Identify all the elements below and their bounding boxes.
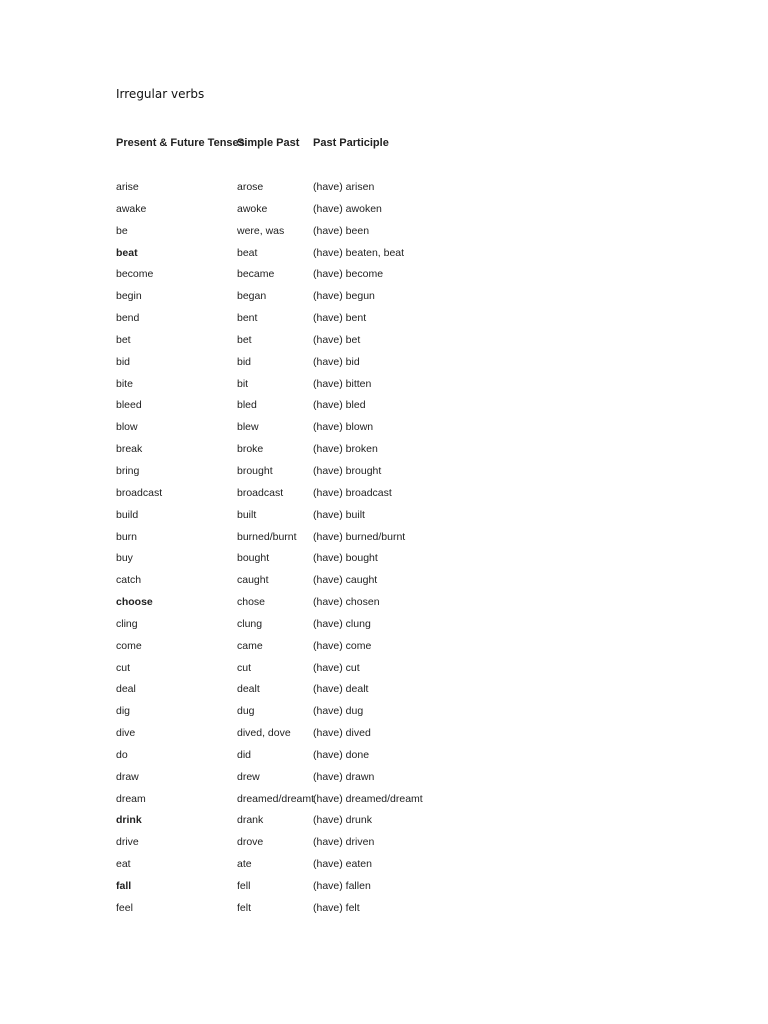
cell-present: build xyxy=(116,508,139,521)
cell-past-participle: (have) chosen xyxy=(313,596,380,609)
cell-past-participle: (have) burned/burnt xyxy=(313,530,406,543)
table-row xyxy=(116,574,536,596)
cell-simple-past: arose xyxy=(237,181,264,193)
cell-past-participle: (have) drawn xyxy=(313,770,375,783)
table-row xyxy=(116,683,536,705)
table-row xyxy=(116,290,536,312)
cell-present: bleed xyxy=(116,399,142,412)
cell-present: choose xyxy=(116,596,153,609)
cell-simple-past: beat xyxy=(237,246,258,259)
table-row xyxy=(116,312,536,334)
cell-present: catch xyxy=(116,574,142,587)
table-row xyxy=(116,356,536,378)
cell-present: draw xyxy=(116,770,139,783)
cell-present: cling xyxy=(116,617,138,630)
cell-simple-past: awoke xyxy=(237,202,268,215)
table-row xyxy=(116,552,536,574)
table-row xyxy=(116,334,536,356)
cell-simple-past: bled xyxy=(237,399,257,412)
table-row xyxy=(116,749,536,771)
cell-present: become xyxy=(116,268,154,281)
cell-simple-past: dreamed/dreamt xyxy=(237,792,315,805)
cell-simple-past: dived, dove xyxy=(237,727,291,740)
table-row xyxy=(116,880,536,902)
table-row xyxy=(116,858,536,880)
table-row xyxy=(116,421,536,443)
cell-simple-past: fell xyxy=(237,880,251,892)
cell-simple-past: bid xyxy=(237,355,252,368)
cell-present: feel xyxy=(116,901,133,914)
cell-past-participle: (have) drunk xyxy=(313,814,372,827)
cell-past-participle: (have) eaten xyxy=(313,858,372,871)
table-row xyxy=(116,836,536,858)
cell-past-participle: (have) dived xyxy=(313,727,371,740)
cell-simple-past: clung xyxy=(237,617,263,630)
cell-present: dream xyxy=(116,792,146,805)
cell-present: buy xyxy=(116,552,133,565)
cell-past-participle: (have) clung xyxy=(313,617,371,630)
cell-past-participle: (have) driven xyxy=(313,836,375,849)
cell-simple-past: did xyxy=(237,748,252,761)
cell-past-participle: (have) broadcast xyxy=(313,486,392,499)
cell-simple-past: bet xyxy=(237,333,252,346)
cell-present: drive xyxy=(116,836,139,849)
cell-present: bid xyxy=(116,355,131,368)
table-row xyxy=(116,465,536,487)
cell-simple-past: dug xyxy=(237,705,255,718)
cell-past-participle: (have) done xyxy=(313,748,370,761)
cell-past-participle: (have) broken xyxy=(313,443,378,456)
cell-simple-past: chose xyxy=(237,596,266,609)
cell-simple-past: were, was xyxy=(237,224,285,237)
verb-table xyxy=(116,181,536,924)
table-row xyxy=(116,487,536,509)
cell-simple-past: began xyxy=(237,290,267,303)
table-row xyxy=(116,443,536,465)
cell-present: cut xyxy=(116,661,131,674)
cell-past-participle: (have) awoken xyxy=(313,202,382,215)
cell-simple-past: bit xyxy=(237,377,249,390)
cell-present: arise xyxy=(116,181,139,193)
cell-simple-past: drew xyxy=(237,770,260,783)
cell-simple-past: ate xyxy=(237,858,252,871)
cell-simple-past: broke xyxy=(237,443,264,456)
header-simple-past: Simple Past xyxy=(237,137,300,149)
cell-present: burn xyxy=(116,530,138,543)
cell-past-participle: (have) become xyxy=(313,268,384,281)
cell-past-participle: (have) caught xyxy=(313,574,378,587)
cell-past-participle: (have) arisen xyxy=(313,181,375,193)
table-row xyxy=(116,771,536,793)
cell-past-participle: (have) blown xyxy=(313,421,374,434)
cell-present: come xyxy=(116,639,142,652)
table-row xyxy=(116,225,536,247)
cell-simple-past: brought xyxy=(237,464,273,477)
header-present-future: Present & Future Tenses xyxy=(116,137,245,149)
cell-simple-past: built xyxy=(237,508,257,521)
cell-simple-past: caught xyxy=(237,574,269,587)
table-row xyxy=(116,378,536,400)
document-title: Irregular verbs xyxy=(116,87,205,101)
cell-simple-past: bent xyxy=(237,312,258,325)
cell-past-participle: (have) bitten xyxy=(313,377,372,390)
cell-past-participle: (have) fallen xyxy=(313,880,371,892)
table-row xyxy=(116,662,536,684)
cell-simple-past: became xyxy=(237,268,275,281)
cell-past-participle: (have) come xyxy=(313,639,372,652)
cell-past-participle: (have) brought xyxy=(313,464,382,477)
cell-present: beat xyxy=(116,246,138,259)
table-row xyxy=(116,902,536,924)
cell-past-participle: (have) begun xyxy=(313,290,375,303)
cell-past-participle: (have) bet xyxy=(313,333,361,346)
table-row xyxy=(116,531,536,553)
cell-past-participle: (have) bought xyxy=(313,552,378,565)
cell-present: break xyxy=(116,443,143,456)
cell-simple-past: drove xyxy=(237,836,264,849)
header-past-participle: Past Participle xyxy=(313,137,389,149)
cell-present: bend xyxy=(116,312,140,325)
cell-present: bite xyxy=(116,377,133,390)
cell-present: be xyxy=(116,224,128,237)
table-row xyxy=(116,640,536,662)
cell-past-participle: (have) bid xyxy=(313,355,360,368)
cell-present: broadcast xyxy=(116,486,163,499)
table-row xyxy=(116,705,536,727)
cell-simple-past: blew xyxy=(237,421,259,434)
table-row xyxy=(116,181,536,203)
cell-simple-past: broadcast xyxy=(237,486,284,499)
table-row xyxy=(116,596,536,618)
cell-past-participle: (have) built xyxy=(313,508,365,521)
cell-present: bet xyxy=(116,333,131,346)
cell-present: deal xyxy=(116,683,136,696)
table-row xyxy=(116,793,536,815)
cell-simple-past: felt xyxy=(237,901,252,914)
cell-past-participle: (have) dealt xyxy=(313,683,369,696)
table-row xyxy=(116,727,536,749)
table-row xyxy=(116,814,536,836)
cell-present: bring xyxy=(116,464,140,477)
cell-present: drink xyxy=(116,814,142,827)
cell-simple-past: burned/burnt xyxy=(237,530,297,543)
cell-past-participle: (have) felt xyxy=(313,901,360,914)
cell-present: blow xyxy=(116,421,138,434)
table-row xyxy=(116,399,536,421)
cell-past-participle: (have) been xyxy=(313,224,370,237)
cell-simple-past: cut xyxy=(237,661,252,674)
cell-present: fall xyxy=(116,880,132,892)
cell-simple-past: drank xyxy=(237,814,264,827)
cell-present: do xyxy=(116,748,128,761)
cell-present: dig xyxy=(116,705,131,718)
cell-past-participle: (have) dug xyxy=(313,705,364,718)
cell-past-participle: (have) cut xyxy=(313,661,360,674)
cell-simple-past: dealt xyxy=(237,683,260,696)
table-row xyxy=(116,509,536,531)
table-row xyxy=(116,618,536,640)
cell-past-participle: (have) beaten, beat xyxy=(313,246,405,259)
cell-past-participle: (have) dreamed/dreamt xyxy=(313,792,423,805)
cell-present: begin xyxy=(116,290,142,303)
cell-simple-past: came xyxy=(237,639,263,652)
table-row xyxy=(116,268,536,290)
cell-present: eat xyxy=(116,858,131,871)
table-row xyxy=(116,247,536,269)
cell-present: dive xyxy=(116,727,136,740)
cell-past-participle: (have) bent xyxy=(313,312,367,325)
table-row xyxy=(116,203,536,225)
cell-past-participle: (have) bled xyxy=(313,399,366,412)
cell-simple-past: bought xyxy=(237,552,270,565)
cell-present: awake xyxy=(116,202,147,215)
